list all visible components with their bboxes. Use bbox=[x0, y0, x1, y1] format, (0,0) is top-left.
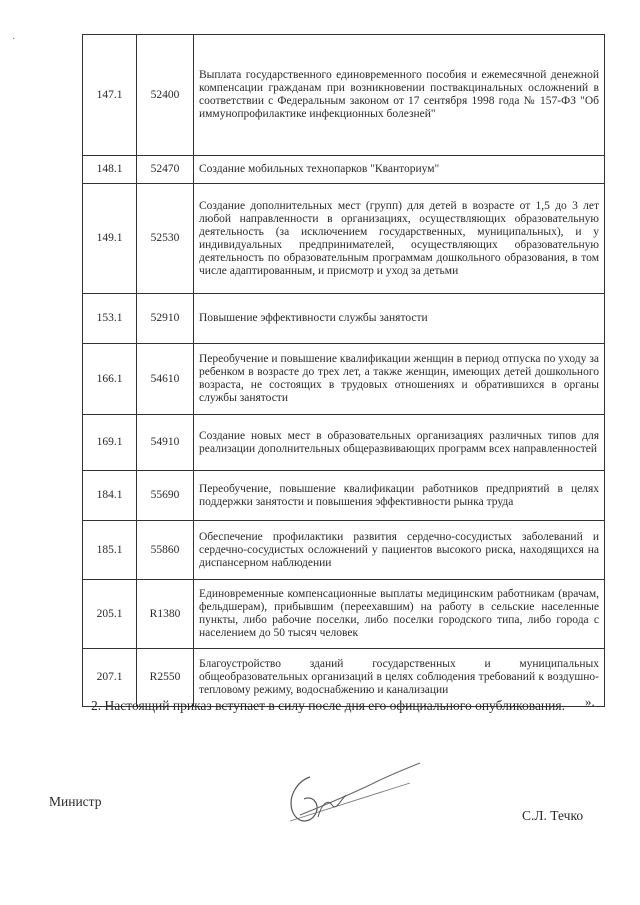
table-row bbox=[83, 35, 605, 156]
table-row bbox=[83, 471, 605, 521]
table-row bbox=[83, 415, 605, 471]
row-code: 52910 bbox=[137, 294, 194, 343]
row-number: 207.1 bbox=[83, 649, 137, 706]
row-text bbox=[194, 415, 605, 470]
table-row bbox=[83, 294, 605, 344]
row-text-value: Создание новых мест в образовательных организациях различных типов для реализации дополнительных общеразвивающих программ всех направленностей bbox=[199, 429, 599, 455]
table-row bbox=[83, 580, 605, 649]
row-code: R2550 bbox=[137, 649, 194, 706]
closing-quote: ». bbox=[585, 694, 595, 709]
row-text bbox=[194, 471, 605, 520]
signature-icon bbox=[270, 755, 430, 845]
row-text-value: Переобучение и повышение квалификации женщин в период отпуска по уходу за ребенком в возрасте до трех лет, а также женщин, имеющих детей дошкольного возраста, не состоящих в трудовых отношениях и обратившихся в органы службы занятости bbox=[199, 353, 599, 404]
row-text bbox=[194, 156, 605, 183]
signatory-title: Министр bbox=[49, 794, 102, 809]
row-code: 52530 bbox=[137, 184, 194, 293]
table-row bbox=[83, 184, 605, 294]
signatory-name: С.Л. Течко bbox=[522, 808, 584, 823]
row-number: 149.1 bbox=[83, 184, 137, 293]
row-text bbox=[194, 184, 605, 293]
row-text-value: Единовременные компенсационные выплаты медицинским работникам (врачам, фельдшерам), прибывшим (переехавшим) на работу в сельские населенные пункты, либо рабочие поселки, либо поселки городского типа, либо города с населением до 50 тысяч человек bbox=[199, 588, 599, 639]
row-number: 166.1 bbox=[83, 344, 137, 414]
row-number: 147.1 bbox=[83, 35, 137, 155]
clause-paragraph: 2. Настоящий приказ вступает в силу после дня его официального опубликования. bbox=[91, 698, 565, 713]
row-code: R1380 bbox=[137, 580, 194, 648]
table-row bbox=[83, 156, 605, 184]
row-text bbox=[194, 35, 605, 155]
row-text-value: Создание дополнительных мест (групп) для детей в возрасте от 1,5 до 3 лет любой направленности в организациях, осуществляющих образовательную деятельность (за исключением государственных, муниципальных), и у индивидуальных предпринимателей, осуществляющих образовательную деятельность по образовательным программам дошкольного образования, в том числе адаптированным, и присмотр и уход за детьми bbox=[199, 199, 599, 277]
row-number: 205.1 bbox=[83, 580, 137, 648]
row-code: 54610 bbox=[137, 344, 194, 414]
row-code: 55860 bbox=[137, 521, 194, 579]
row-code: 55690 bbox=[137, 471, 194, 520]
corner-mark: · bbox=[12, 34, 16, 45]
row-text-value: Обеспечение профилактики развития сердечно-сосудистых заболеваний и сердечно-сосудистых осложнений у пациентов высокого риска, находящихся на диспансерном наблюдении bbox=[199, 530, 599, 569]
row-code: 52400 bbox=[137, 35, 194, 155]
row-number: 148.1 bbox=[83, 156, 137, 183]
row-text bbox=[194, 521, 605, 579]
row-number: 153.1 bbox=[83, 294, 137, 343]
row-text-value: Создание мобильных технопарков "Кванториум" bbox=[199, 163, 440, 175]
row-number: 185.1 bbox=[83, 521, 137, 579]
row-text-value: Повышение эффективности службы занятости bbox=[199, 312, 428, 324]
budget-table bbox=[82, 34, 605, 707]
row-text-value: Благоустройство зданий государственных и муниципальных общеобразовательных организаций в целях соблюдения требований к воздушно-тепловому режиму, водоснабжению и канализации bbox=[199, 658, 599, 696]
table-row bbox=[83, 521, 605, 580]
row-text bbox=[194, 344, 605, 414]
row-text-value: Выплата государственного единовременного пособия и ежемесячной денежной компенсации гражданам при возникновении поствакцинальных осложнений в соответствии с Федеральным законом от 17 сентября 1998 года № 157-ФЗ "Об иммунопрофилактике инфекционных болезней" bbox=[199, 69, 599, 120]
row-text bbox=[194, 580, 605, 648]
row-number: 169.1 bbox=[83, 415, 137, 470]
row-text bbox=[194, 294, 605, 343]
row-number: 184.1 bbox=[83, 471, 137, 520]
row-code: 54910 bbox=[137, 415, 194, 470]
table-row bbox=[83, 344, 605, 415]
row-code: 52470 bbox=[137, 156, 194, 183]
row-text-value: Переобучение, повышение квалификации работников предприятий в целях поддержки занятости и повышения эффективности рынка труда bbox=[199, 482, 599, 508]
